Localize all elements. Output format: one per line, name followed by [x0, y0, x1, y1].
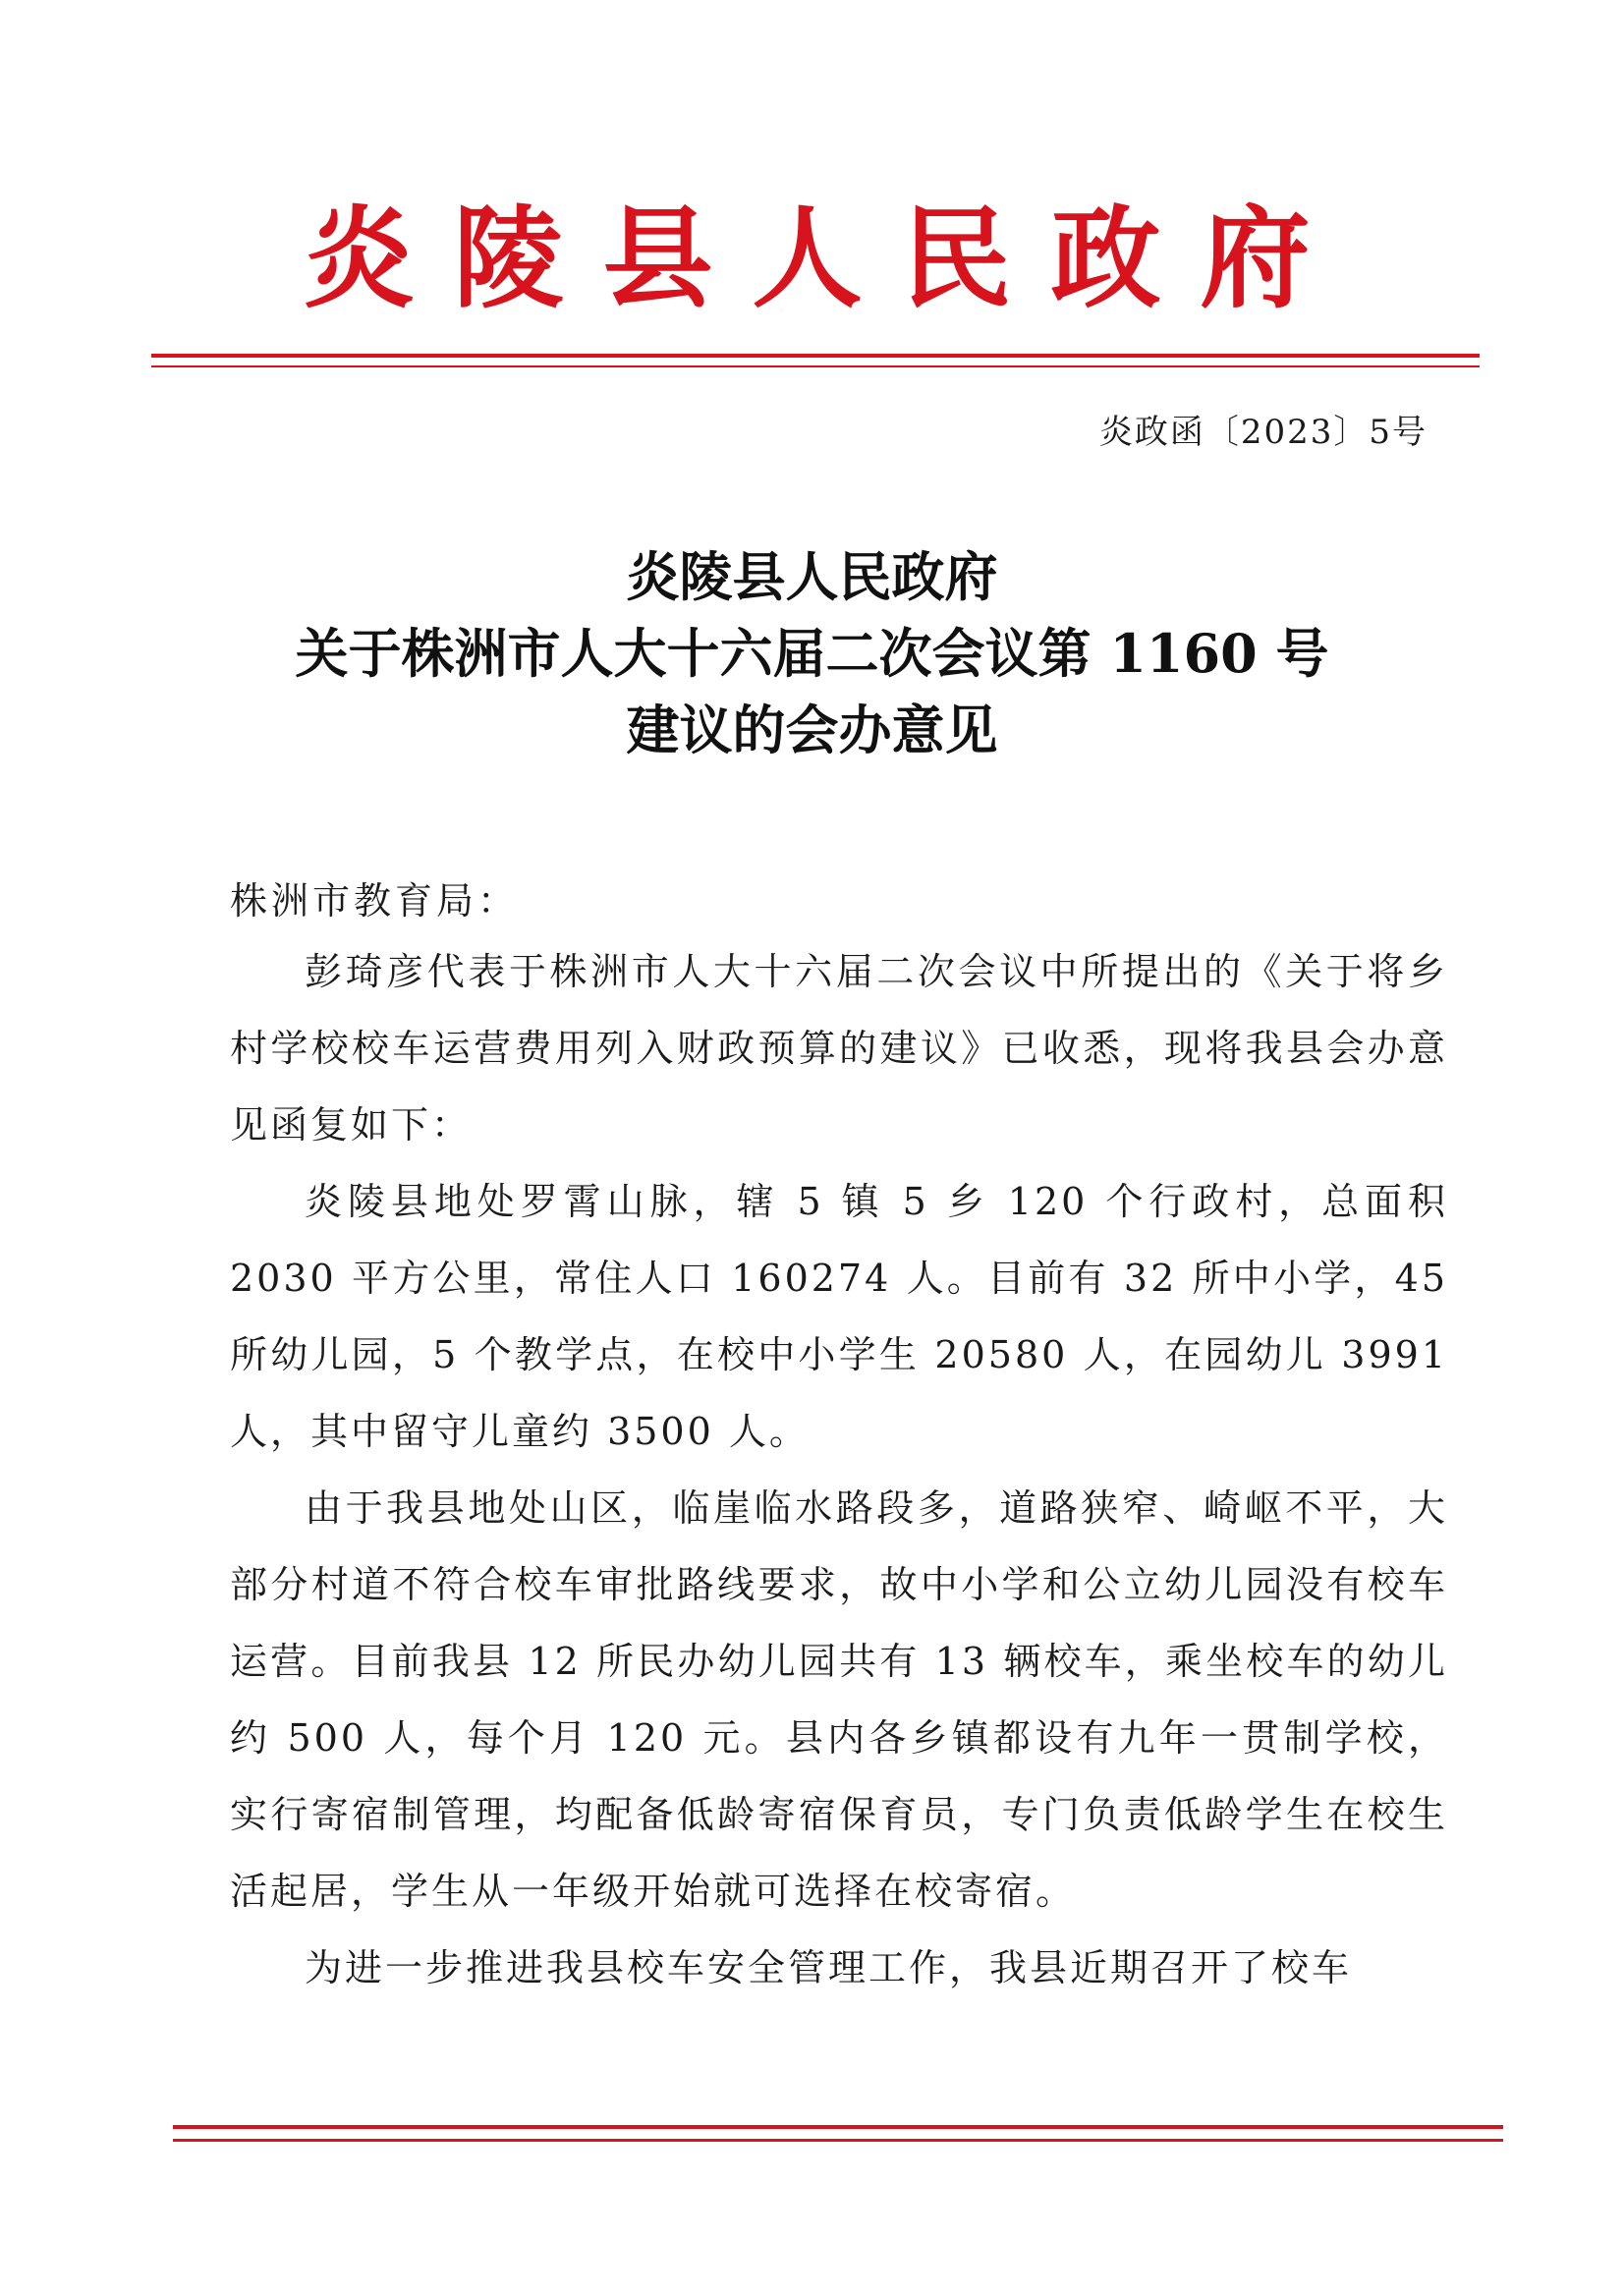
paragraph: 为进一步推进我县校车安全管理工作，我县近期召开了校车	[305, 1946, 1353, 1989]
paragraph: 由于我县地处山区，临崖临水路段多，道路狭窄、崎岖不平，大部分村道不符合校车审批路线要求，故中小学和公立幼儿园没有校车运营。目前我县 12 所民办幼儿园共有 13 辆校车，乘坐校车的幼儿约 500 人，每个月 120 元。县内各乡镇都设有九年一贯制学校，实行寄宿制管理，均配备低龄寄宿保育员，专门负责低龄学生在校生活起居，学生从一年级开始就可选择在校寄宿。	[230, 1486, 1448, 1913]
footer-rule-thin	[173, 2139, 1503, 2142]
document-number: 炎政函〔2023〕5号	[1098, 413, 1428, 452]
paragraph: 炎陵县地处罗霄山脉，辖 5 镇 5 乡 120 个行政村，总面积 2030 平方公里，常住人口 160274 人。目前有 32 所中小学，45 所幼儿园，5 个教学点，在校中小学生 20580 人，在园幼儿 3991 人，其中留守儿童约 3500 人。	[230, 1180, 1448, 1453]
title-line-1: 炎陵县人民政府	[626, 545, 998, 608]
title-line-2: 关于株洲市人大十六届二次会议第 1160 号	[295, 622, 1329, 685]
title-line-3: 建议的会办意见	[626, 699, 998, 761]
document-title	[0, 538, 1624, 768]
salutation: 株洲市教育局：	[230, 879, 520, 923]
letter-body	[230, 933, 1448, 2006]
letterhead-rule	[151, 354, 1480, 358]
paragraph: 彭琦彦代表于株洲市人大十六届二次会议中所提出的《关于将乡村学校校车运营费用列入财政预算的建议》已收悉，现将我县会办意见函复如下：	[230, 950, 1448, 1147]
letterhead-rule-thin	[151, 365, 1480, 367]
footer-rule	[173, 2125, 1503, 2129]
letterhead-issuer: 炎陵县人民政府	[304, 196, 1350, 323]
